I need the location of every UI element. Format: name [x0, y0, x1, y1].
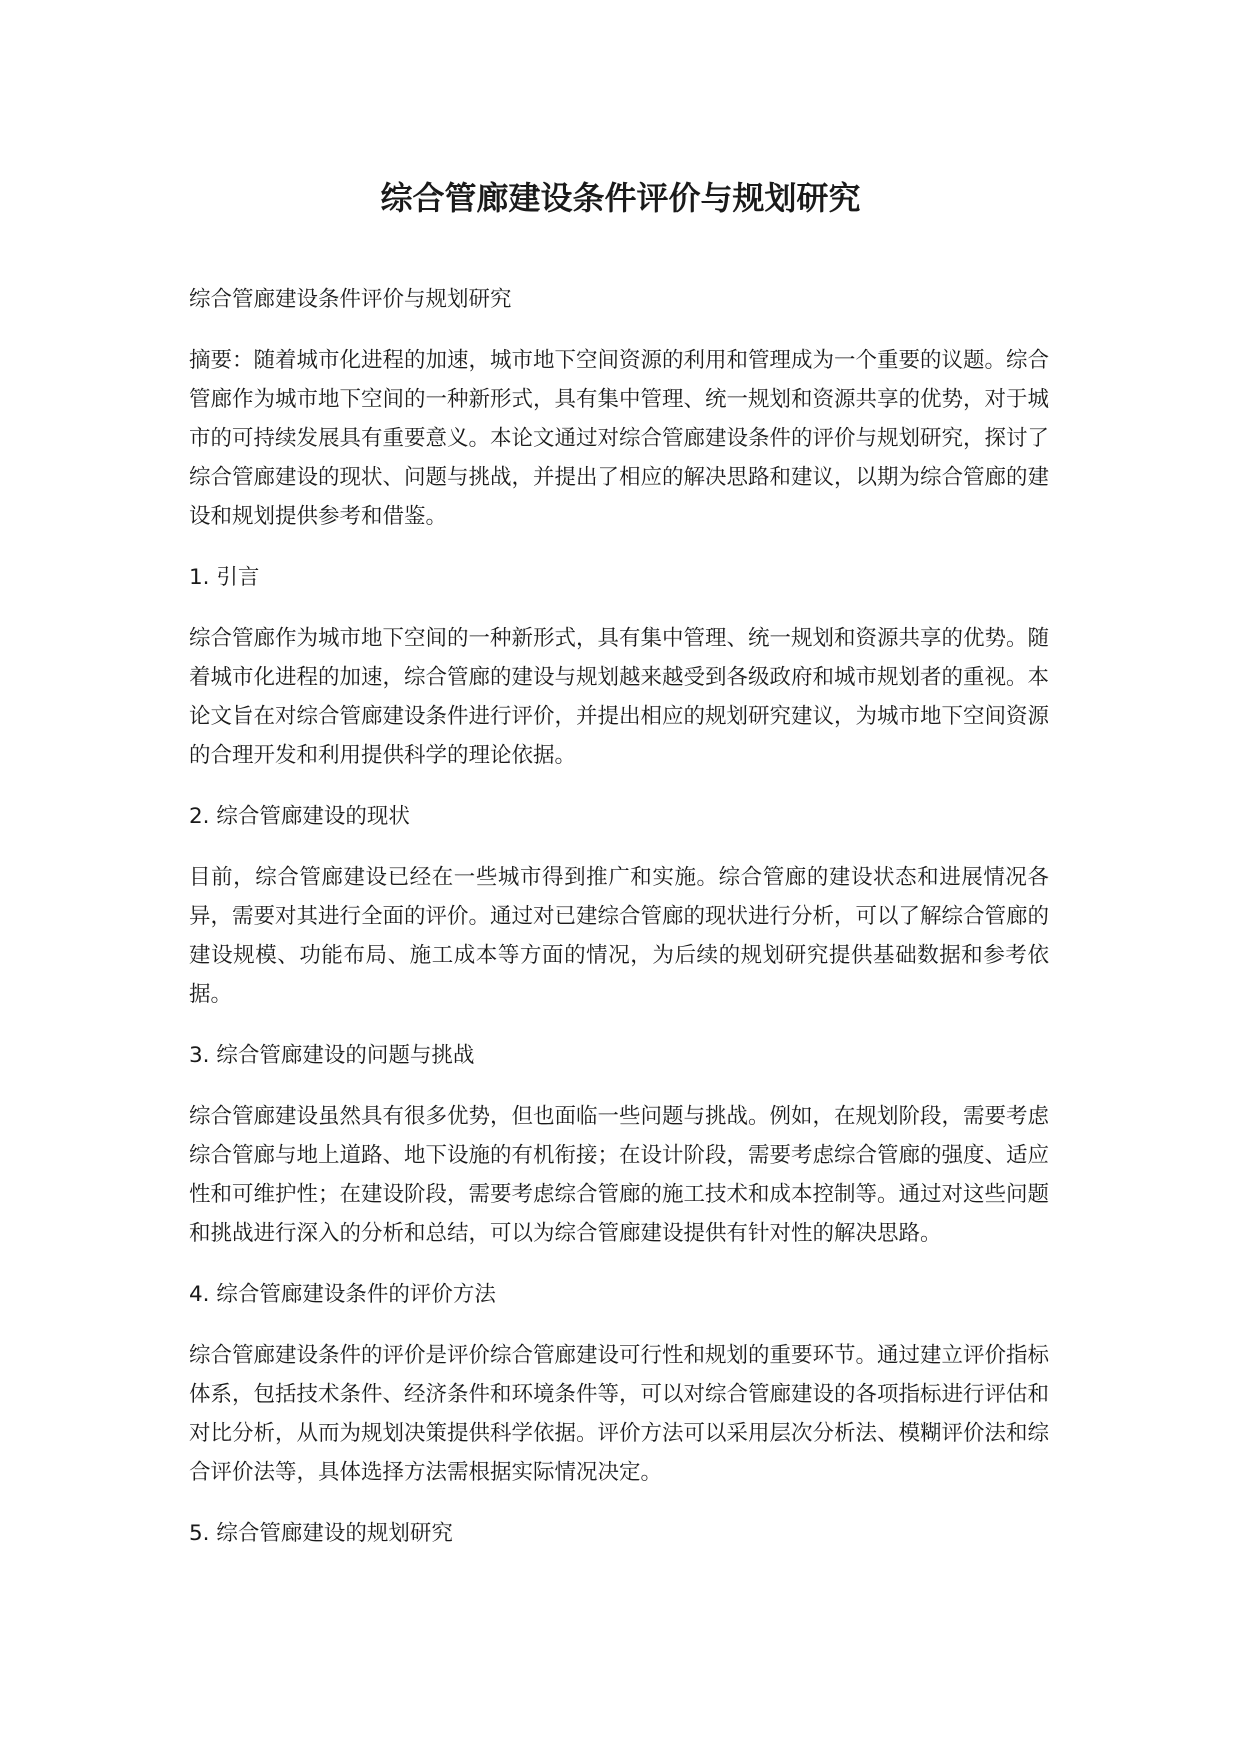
section-heading-5: 5. 综合管廊建设的规划研究 — [189, 1521, 453, 1546]
document-title: 综合管廊建设条件评价与规划研究 — [380, 179, 861, 217]
section-heading-4: 4. 综合管廊建设条件的评价方法 — [189, 1282, 496, 1307]
section-heading-1: 1. 引言 — [189, 565, 260, 590]
section-body-2: 目前，综合管廊建设已经在一些城市得到推广和实施。综合管廊的建设状态和进展情况各异，需要对其进行全面的评价。通过对已建综合管廊的现状进行分析，可以了解综合管廊的建设规模、功能布局、施工成本等方面的情况，为后续的规划研究提供基础数据和参考依据。 — [189, 865, 1050, 1007]
abstract-paragraph: 摘要：随着城市化进程的加速，城市地下空间资源的利用和管理成为一个重要的议题。综合管廊作为城市地下空间的一种新形式，具有集中管理、统一规划和资源共享的优势，对于城市的可持续发展具有重要意义。本论文通过对综合管廊建设条件的评价与规划研究，探讨了综合管廊建设的现状、问题与挑战，并提出了相应的解决思路和建议，以期为综合管廊的建设和规划提供参考和借鉴。 — [189, 348, 1050, 529]
section-heading-2: 2. 综合管廊建设的现状 — [189, 804, 410, 829]
section-body-1: 综合管廊作为城市地下空间的一种新形式，具有集中管理、统一规划和资源共享的优势。随着城市化进程的加速，综合管廊的建设与规划越来越受到各级政府和城市规划者的重视。本论文旨在对综合管廊建设条件进行评价，并提出相应的规划研究建议，为城市地下空间资源的合理开发和利用提供科学的理论依据。 — [189, 626, 1050, 768]
document-body — [189, 280, 1049, 1575]
document-subtitle: 综合管廊建设条件评价与规划研究 — [189, 287, 512, 312]
section-body-3: 综合管廊建设虽然具有很多优势，但也面临一些问题与挑战。例如，在规划阶段，需要考虑综合管廊与地上道路、地下设施的有机衔接；在设计阶段，需要考虑综合管廊的强度、适应性和可维护性；在建设阶段，需要考虑综合管廊的施工技术和成本控制等。通过对这些问题和挑战进行深入的分析和总结，可以为综合管廊建设提供有针对性的解决思路。 — [189, 1104, 1050, 1246]
section-heading-3: 3. 综合管廊建设的问题与挑战 — [189, 1043, 475, 1068]
section-body-4: 综合管廊建设条件的评价是评价综合管廊建设可行性和规划的重要环节。通过建立评价指标体系，包括技术条件、经济条件和环境条件等，可以对综合管廊建设的各项指标进行评估和对比分析，从而为规划决策提供科学依据。评价方法可以采用层次分析法、模糊评价法和综合评价法等，具体选择方法需根据实际情况决定。 — [189, 1343, 1050, 1485]
